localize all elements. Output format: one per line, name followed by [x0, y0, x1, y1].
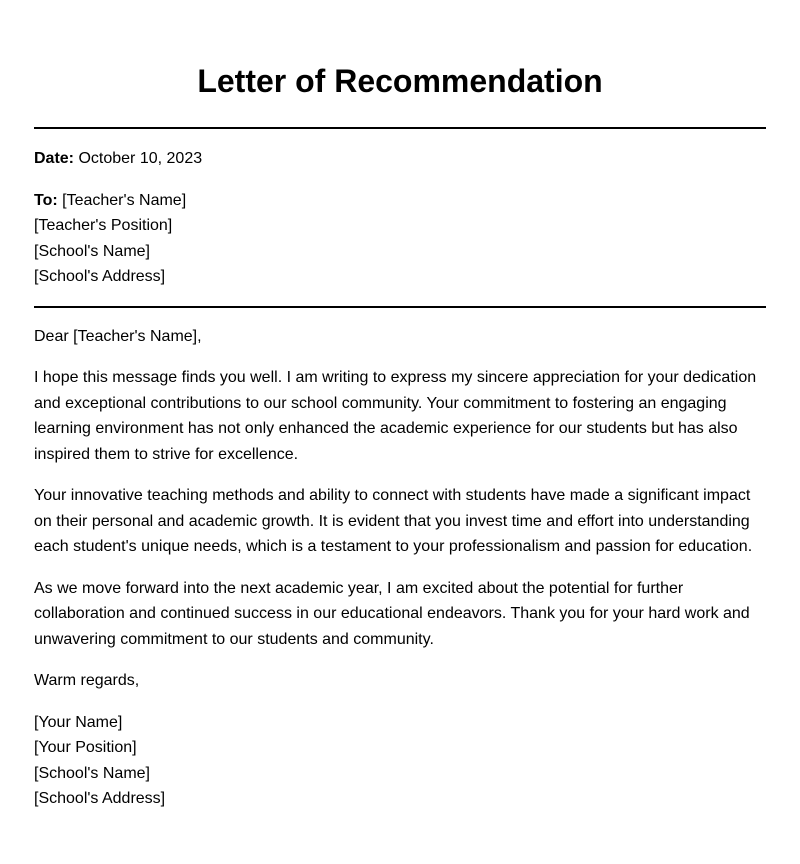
- date-line: [34, 146, 766, 172]
- body-paragraph-2: Your innovative teaching methods and ability to connect with students have made a significant impact on their personal and academic growth. It is evident that you invest time and effort into understanding each student's unique needs, which is a testament to your professionalism and passion for education.: [34, 487, 753, 555]
- sender-name: [Your Name]: [34, 713, 123, 731]
- recipient-position: [Teacher's Position]: [34, 217, 173, 234]
- recipient-name: [Teacher's Name]: [62, 191, 187, 209]
- date-label: Date:: [34, 150, 75, 167]
- date-value: October 10, 2023: [78, 150, 203, 167]
- sender-school: [School's Name]: [34, 764, 150, 782]
- salutation: Dear [Teacher's Name],: [34, 327, 202, 345]
- sender-address: [School's Address]: [34, 790, 166, 807]
- signature-block: [34, 710, 766, 812]
- address-divider: [34, 306, 766, 308]
- recipient-name-line: [34, 188, 766, 214]
- body-paragraph-1: I hope this message finds you well. I am writing to express my sincere appreciation for your dedication and exceptional contributions to our school community. Your commitment to fostering an engaging learning environment has not only enhanced the academic experience for our students but has also inspired them to strive for excellence.: [34, 369, 757, 463]
- recipient-school: [School's Name]: [34, 242, 150, 260]
- recipient-address: [School's Address]: [34, 268, 166, 285]
- body-paragraph-3: As we move forward into the next academic year, I am excited about the potential for further collaboration and continued success in our educational endeavors. Thank you for your hard work and unwavering commitment to our students and community.: [34, 579, 750, 648]
- to-label: To:: [34, 191, 58, 209]
- closing: Warm regards,: [34, 672, 140, 689]
- recipient-block: [34, 188, 766, 290]
- sender-position: [Your Position]: [34, 739, 137, 756]
- header-divider: [34, 127, 766, 129]
- letter-title: Letter of Recommendation: [197, 63, 603, 99]
